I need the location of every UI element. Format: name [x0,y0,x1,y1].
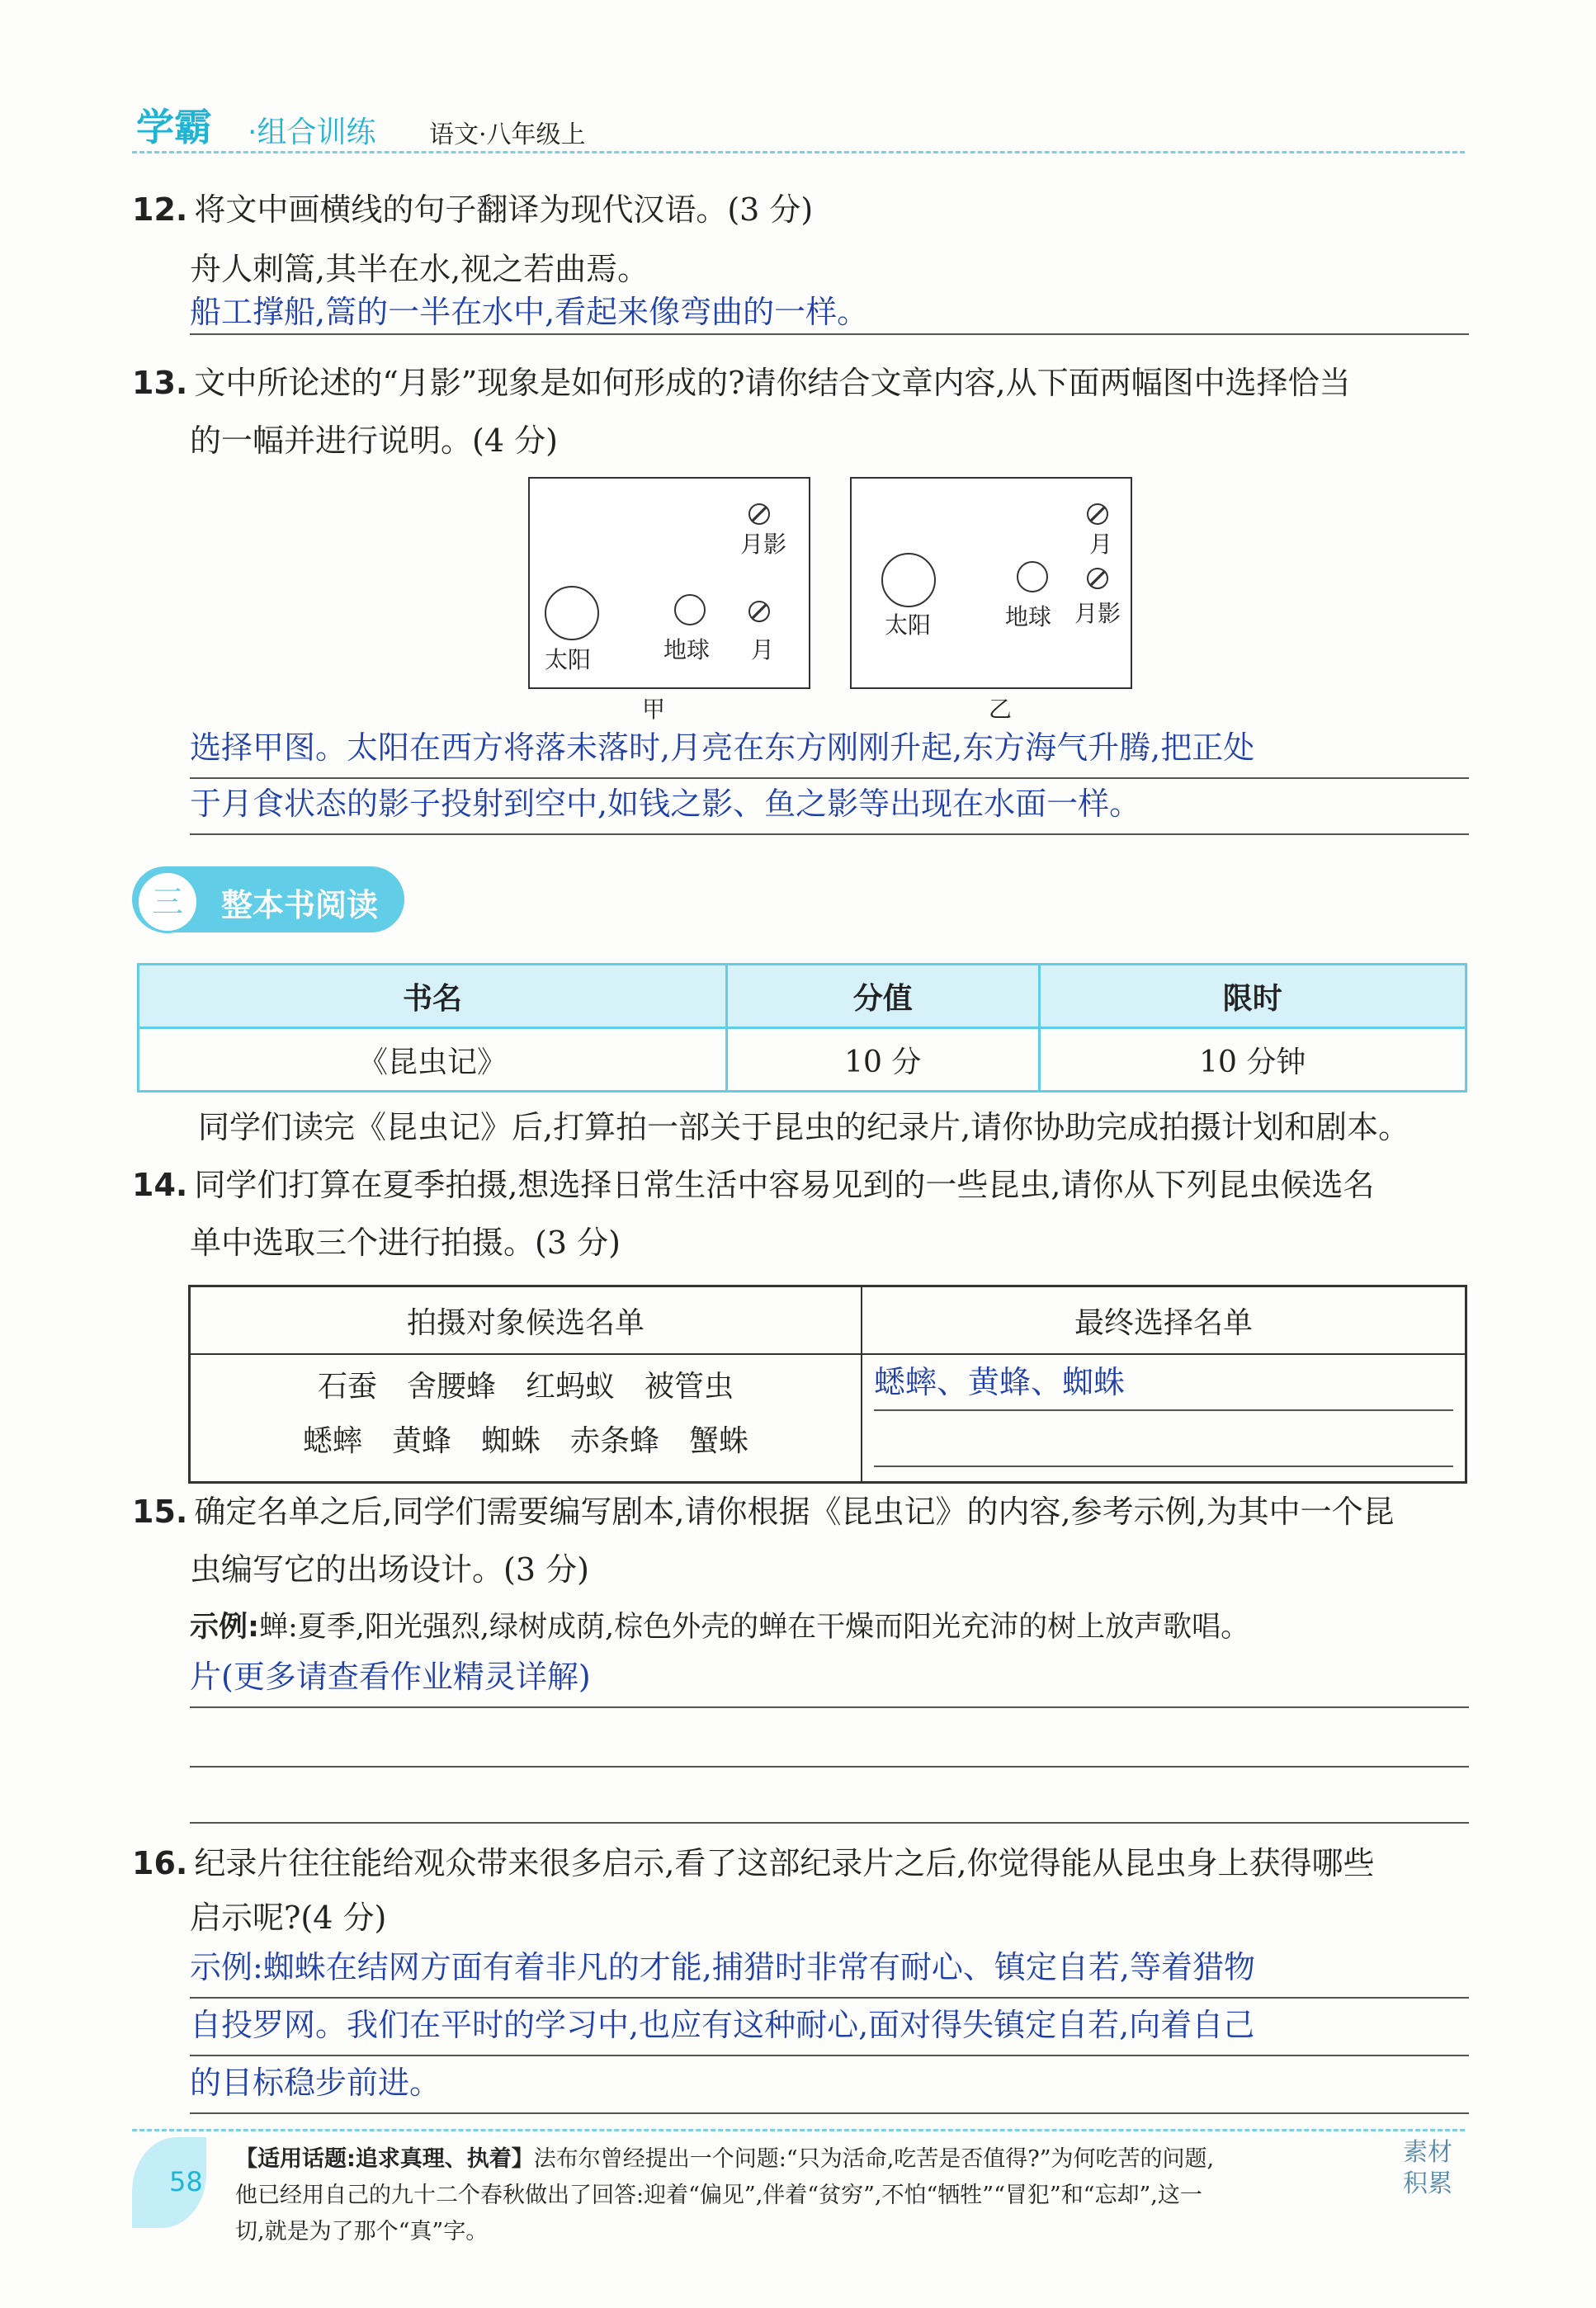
q16-answer-line-3: 的目标稳步前进。 [190,2061,1469,2114]
label-moon-shadow: 月影 [740,531,787,558]
example-label: 示例: [190,1611,259,1644]
moon-icon [748,601,770,622]
table-row [190,1354,1466,1483]
q13-answer-line-2: 于月食状态的影子投射到空中,如钱之影、鱼之影等出现在水面一样。 [190,782,1469,835]
q15-example [190,1606,1527,1649]
q16-answer-line-1: 示例:蜘蛛在结网方面有着非凡的才能,捕猎时非常有耐心、镇定自若,等着猎物 [190,1946,1469,1999]
footer-note [235,2141,1432,2250]
question-prompt: 纪录片往往能给观众带来很多启示,看了这部纪录片之后,你觉得能从昆虫身上获得哪些 [194,1845,1375,1881]
question-number: 16. [132,1845,188,1881]
header-candidates: 拍摄对象候选名单 [190,1286,862,1355]
q13-prompt-cont: 的一幅并进行说明。(4 分) [190,422,558,459]
table-row [139,1028,1466,1092]
q14-prompt-cont: 单中选取三个进行拍摄。(3 分) [190,1225,621,1261]
q15-prompt-cont: 虫编写它的出场设计。(3 分) [190,1551,589,1588]
label-moon-shadow: 月影 [1074,600,1121,627]
candidate-list [190,1354,862,1483]
cell-time: 10 分钟 [1039,1028,1466,1092]
header-time: 限时 [1039,965,1466,1028]
footer-line-3: 切,就是为了那个“真”字。 [235,2219,489,2244]
footer-text-1: 法布尔曾经提出一个问题:“只为活命,吃苦是否值得?”为何吃苦的问题, [533,2146,1215,2172]
question-number: 12. [132,191,188,228]
section-title: 整本书阅读 [221,887,379,923]
sun-icon [881,553,936,607]
q16-answer-line-2: 自投罗网。我们在平时的学习中,也应有这种耐心,面对得失镇定自若,向着自己 [190,2004,1469,2056]
blank-line [190,1766,1469,1768]
q12-sentence: 舟人刺篙,其半在水,视之若曲焉。 [190,251,649,287]
q14-answer: 蟋蟀、黄蜂、蜘蛛 [874,1358,1453,1411]
label-earth: 地球 [1005,603,1052,630]
question-number: 15. [132,1494,188,1530]
caption-yi: 乙 [989,696,1013,723]
earth-icon [674,594,706,625]
label-earth: 地球 [663,636,711,663]
question-prompt: 确定名单之后,同学们需要编写剧本,请你根据《昆虫记》的内容,参考示例,为其中一个昆 [194,1494,1395,1530]
side-label: 素材积累 [1403,2138,1452,2198]
diagram-yi [850,477,1132,689]
label-moon: 月 [1089,531,1113,558]
brand-logo: 学霸 [136,105,212,149]
section-intro: 同学们读完《昆虫记》后,打算拍一部关于昆虫的纪录片,请你协助完成拍摄计划和剧本。 [198,1109,1410,1145]
footer-tag: 【适用话题:追求真理、执着】 [235,2146,534,2172]
sun-icon [545,586,599,640]
blank-line [190,1822,1469,1824]
question-prompt: 将文中画横线的句子翻译为现代汉语。(3 分) [194,191,814,228]
diagram-jia [528,477,810,689]
book-info-table [137,963,1467,1093]
question-12 [132,188,1469,231]
final-list [862,1354,1466,1483]
question-number: 13. [132,365,188,401]
question-15 [132,1490,1469,1533]
moon-shadow-icon [748,503,770,525]
page-number: 58 [169,2166,203,2197]
question-16 [132,1842,1469,1885]
example-text: 蝉:夏季,阳光强烈,绿树成荫,棕色外壳的蝉在干燥而阳光充沛的树上放声歌唱。 [259,1611,1250,1644]
series-title: ·组合训练 [248,116,376,149]
footer-divider [132,2129,1465,2131]
footer-line-2: 他已经用自己的九十二个春秋做出了回答:迎着“偏见”,伴着“贫穷”,不怕“牺牲”“冒犯”和“忘却”,这一 [235,2183,1202,2208]
blank-line [874,1411,1453,1467]
candidate-line-2: 蟋蟀 黄蜂 蜘蛛 赤条蜂 蟹蛛 [302,1424,748,1458]
caption-jia: 甲 [642,696,666,723]
moon-shadow-icon [1087,568,1108,589]
question-prompt: 同学们打算在夏季拍摄,想选择日常生活中容易见到的一些昆虫,请你从下列昆虫候选名 [194,1167,1375,1203]
insect-selection-table [188,1285,1467,1484]
cell-book: 《昆虫记》 [139,1028,727,1092]
header-divider [132,151,1465,153]
cell-score: 10 分 [726,1028,1039,1092]
question-prompt: 文中所论述的“月影”现象是如何形成的?请你结合文章内容,从下面两幅图中选择恰当 [194,365,1351,401]
header-final: 最终选择名单 [862,1286,1466,1355]
header-book: 书名 [139,965,727,1028]
q13-answer-line-1: 选择甲图。太阳在西方将落未落时,月亮在东方刚刚升起,东方海气升腾,把正处 [190,726,1469,779]
q15-answer: 片(更多请查看作业精灵详解) [190,1655,1469,1708]
label-sun: 太阳 [885,611,932,639]
earth-icon [1017,561,1048,592]
footer-line-1 [235,2141,1432,2178]
question-number: 14. [132,1167,188,1203]
subject-title: 语文·八年级上 [429,120,586,149]
label-sun: 太阳 [545,646,592,673]
q12-answer: 船工撑船,篙的一半在水中,看起来像弯曲的一样。 [190,290,1469,335]
candidate-line-1: 石蚕 舍腰蜂 红蚂蚁 被管虫 [317,1370,734,1404]
question-14 [132,1163,1469,1206]
moon-icon [1087,503,1108,525]
header-score: 分值 [726,965,1039,1028]
q16-prompt-cont: 启示呢?(4 分) [190,1900,387,1936]
table-header-row [190,1286,1466,1355]
section-number: 三 [136,871,199,933]
question-13 [132,361,1469,404]
label-moon: 月 [751,636,775,663]
table-header-row [139,965,1466,1028]
